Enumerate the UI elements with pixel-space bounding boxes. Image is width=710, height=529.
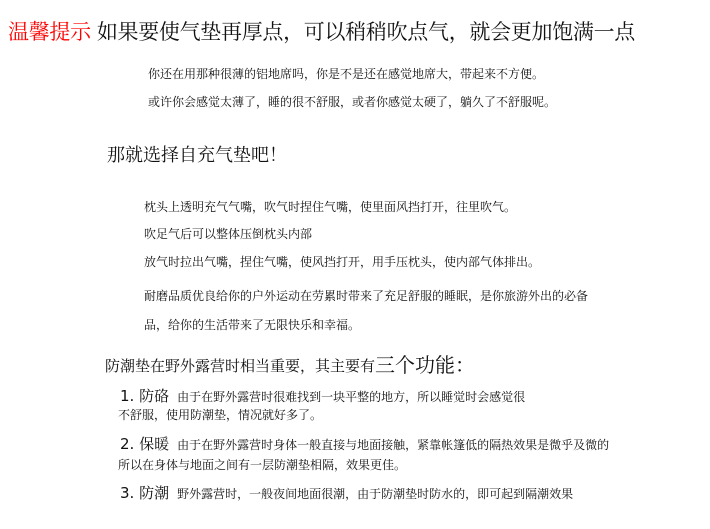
function-desc: 由于在野外露营时很难找到一块平整的地方，所以睡觉时会感觉很 xyxy=(177,390,526,404)
function-item-1-cont: 不舒服，使用防潮垫，情况就好多了。 xyxy=(118,408,323,422)
functions-intro-emphasis: 三个功能： xyxy=(375,353,476,377)
intro-line-1: 你还在用那种很薄的铝地席吗，你是不是还在感觉地席大，带起来不方便。 xyxy=(148,67,545,81)
quality-line-2: 品，给你的生活带来了无限快乐和幸福。 xyxy=(144,318,361,332)
function-item-2-cont: 所以在身体与地面之间有一层防潮垫相隔，效果更佳。 xyxy=(118,458,407,472)
usage-line-2: 吹足气后可以整体压倒枕头内部 xyxy=(144,227,313,241)
functions-intro-text: 防潮垫在野外露营时相当重要，其主要有 xyxy=(105,357,376,375)
section-heading: 那就选择自充气垫吧！ xyxy=(107,145,287,166)
tip-label: 温馨提示 xyxy=(8,20,91,44)
function-title: 2. 保暖 xyxy=(120,435,170,453)
function-item-1 xyxy=(120,389,525,404)
function-title: 1. 防硌 xyxy=(120,387,170,405)
function-item-2 xyxy=(120,437,609,452)
usage-line-3: 放气时拉出气嘴，捏住气嘴，使风挡打开，用手压枕头，使内部气体排出。 xyxy=(144,255,541,269)
usage-line-1: 枕头上透明充气气嘴，吹气时捏住气嘴，使里面风挡打开，往里吹气。 xyxy=(144,200,517,214)
function-desc: 野外露营时，一般夜间地面很潮，由于防潮垫时防水的，即可起到隔潮效果 xyxy=(177,487,574,501)
function-title: 3. 防潮 xyxy=(120,484,170,502)
tip-text: 如果要使气垫再厚点，可以稍稍吹点气，就会更加饱满一点 xyxy=(96,20,636,44)
intro-line-2: 或许你会感觉太薄了，睡的很不舒服，或者你感觉太硬了，躺久了不舒服呢。 xyxy=(148,95,557,109)
function-desc: 由于在野外露营时身体一般直接与地面接触，紧靠帐篷低的隔热效果是微乎及微的 xyxy=(177,438,610,452)
functions-intro xyxy=(105,353,476,377)
quality-line-1: 耐磨品质优良给你的户外运动在劳累时带来了充足舒服的睡眠，是你旅游外出的必备 xyxy=(144,289,589,303)
tip-banner xyxy=(8,22,635,43)
function-item-3 xyxy=(120,486,573,501)
